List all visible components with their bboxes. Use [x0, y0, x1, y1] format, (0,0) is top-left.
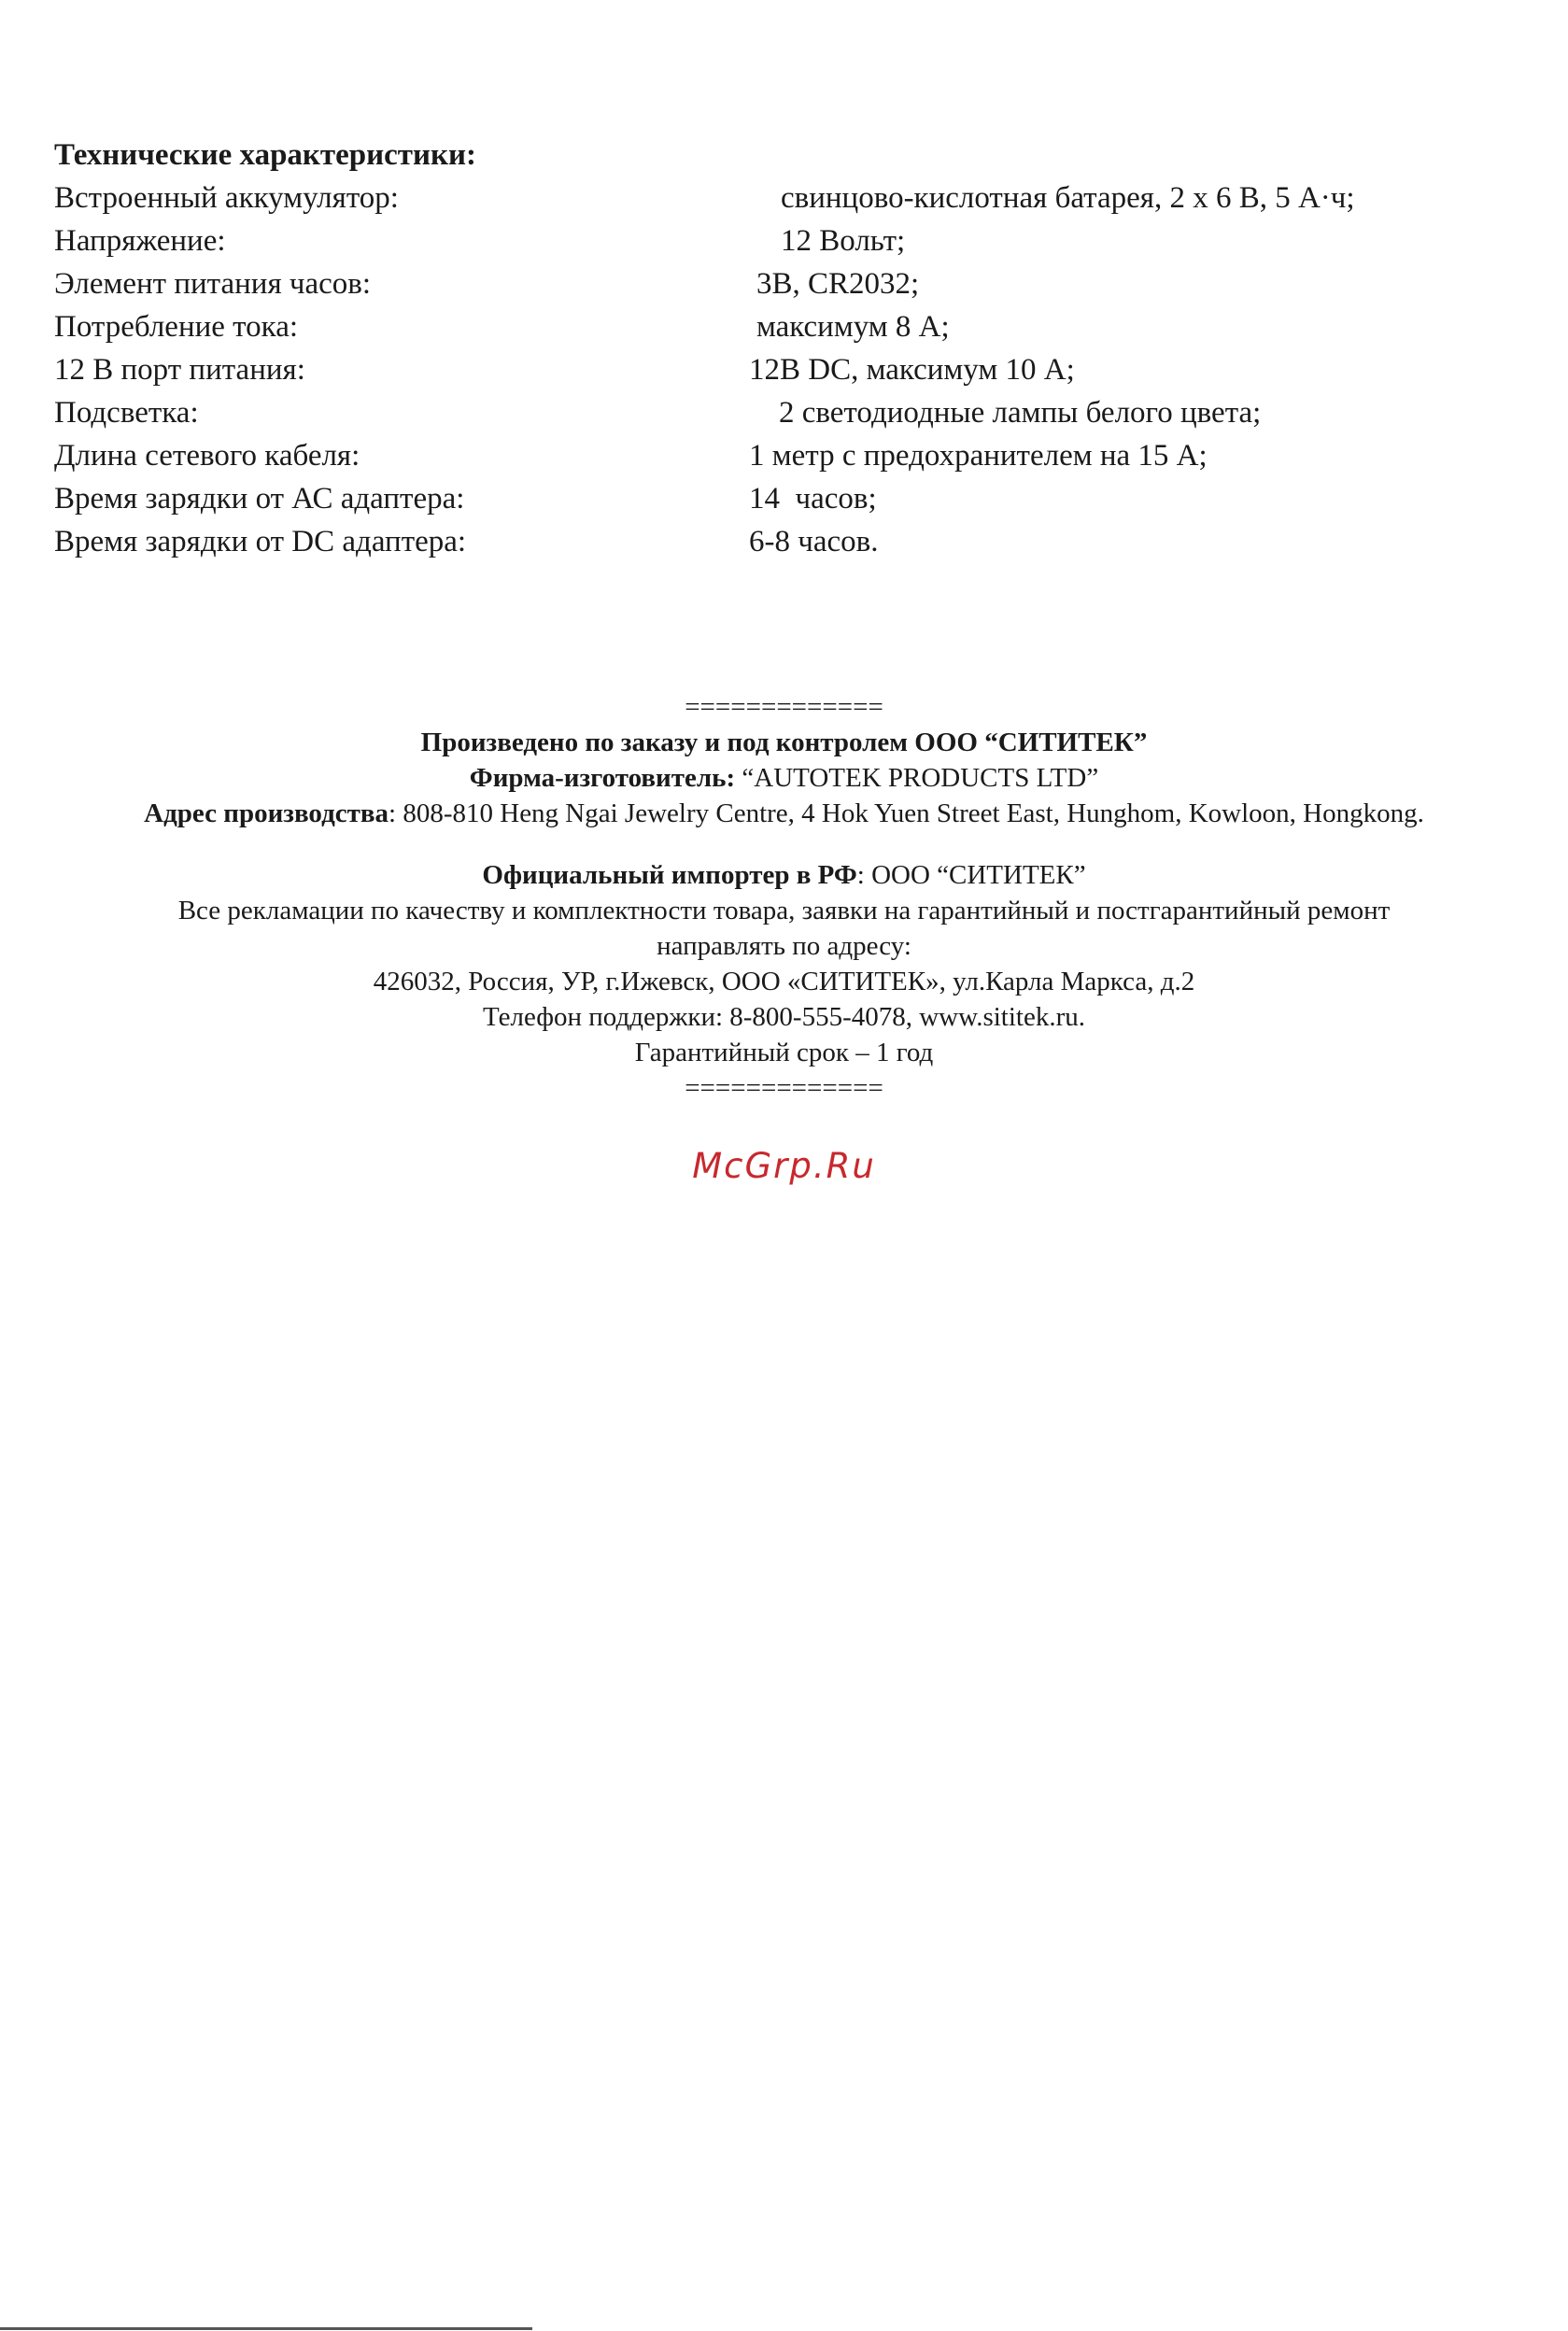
spec-value: свинцово-кислотная батарея, 2 х 6 В, 5 А·ч;: [781, 181, 1355, 215]
separator-bottom: =============: [685, 1073, 883, 1103]
spec-value: 2 светодиодные лампы белого цвета;: [779, 396, 1262, 430]
warranty-period: Гарантийный срок – 1 год: [634, 1038, 934, 1067]
spec-value: 12В DC, максимум 10 А;: [749, 353, 1075, 387]
spec-label: Потребление тока:: [54, 310, 299, 344]
spec-value: 6-8 часов.: [749, 525, 879, 558]
manufacturer-label: Фирма-изготовитель:: [469, 763, 736, 793]
manufacturer-value: “AUTOTEK PRODUCTS LTD”: [735, 763, 1099, 793]
spec-value: 1 метр с предохранителем на 15 А;: [749, 439, 1208, 473]
specs-section: [54, 134, 1511, 563]
spec-row-battery: [54, 177, 1511, 219]
spec-row-voltage: [54, 219, 1511, 262]
manufacturer-info: [0, 689, 1568, 1106]
spec-label: Встроенный аккумулятор:: [54, 181, 399, 215]
support-contacts: Телефон поддержки: 8-800-555-4078, www.sititek.ru.: [483, 1002, 1085, 1032]
watermark: McGrp.Ru: [692, 1146, 876, 1186]
specs-title: Технические характеристики:: [54, 138, 477, 172]
postal-address: 426032, Россия, УР, г.Ижевск, ООО «СИТИТЕК», ул.Карла Маркса, д.2: [373, 967, 1195, 996]
importer-label: Официальный импортер в РФ: [482, 860, 857, 890]
spec-row-backlight: [54, 391, 1511, 434]
spec-label: Элемент питания часов:: [54, 267, 372, 301]
made-to-order-text: Произведено по заказу и под контролем ООО “СИТИТЕК”: [420, 728, 1148, 757]
spec-row-ac-charge-time: [54, 477, 1511, 520]
made-to-order-line: [0, 725, 1568, 760]
importer-value: : ООО “СИТИТЕК”: [856, 860, 1086, 890]
spec-row-cable-length: [54, 434, 1511, 477]
address-label: Адрес производства: [144, 798, 389, 828]
spec-row-power-port: [54, 348, 1511, 391]
spec-label: Напряжение:: [54, 224, 226, 258]
spec-value: 14 часов;: [749, 482, 877, 516]
spec-value: 3В, CR2032;: [756, 267, 920, 301]
spec-label: Подсветка:: [54, 396, 199, 430]
separator-top: =============: [685, 692, 883, 722]
address-line: [0, 796, 1568, 831]
spec-value: 12 Вольт;: [781, 224, 906, 258]
manufacturer-line: [0, 760, 1568, 796]
claims-line-1: Все рекламации по качеству и комплектности товара, заявки на гарантийный и постгарантийный ремонт: [177, 896, 1391, 925]
spec-value: максимум 8 А;: [756, 310, 950, 344]
spec-label: Время зарядки от АС адаптера:: [54, 482, 465, 516]
claims-line-2: направлять по адресу:: [657, 931, 911, 961]
importer-line: [0, 857, 1568, 893]
spec-label: Время зарядки от DC адаптера:: [54, 525, 467, 558]
page-bottom-rule: [0, 2327, 532, 2330]
page-bottom-mark: [551, 2324, 654, 2331]
spec-row-clock-cell: [54, 262, 1511, 305]
spec-row-current: [54, 305, 1511, 348]
address-value: : 808-810 Heng Ngai Jewelry Centre, 4 Hok Yuen Street East, Hunghom, Kowloon, Hongkong.: [388, 798, 1424, 828]
spacer: [0, 831, 1568, 857]
spec-label: Длина сетевого кабеля:: [54, 439, 360, 473]
spec-label: 12 В порт питания:: [54, 353, 305, 387]
spec-row-dc-charge-time: [54, 520, 1511, 563]
